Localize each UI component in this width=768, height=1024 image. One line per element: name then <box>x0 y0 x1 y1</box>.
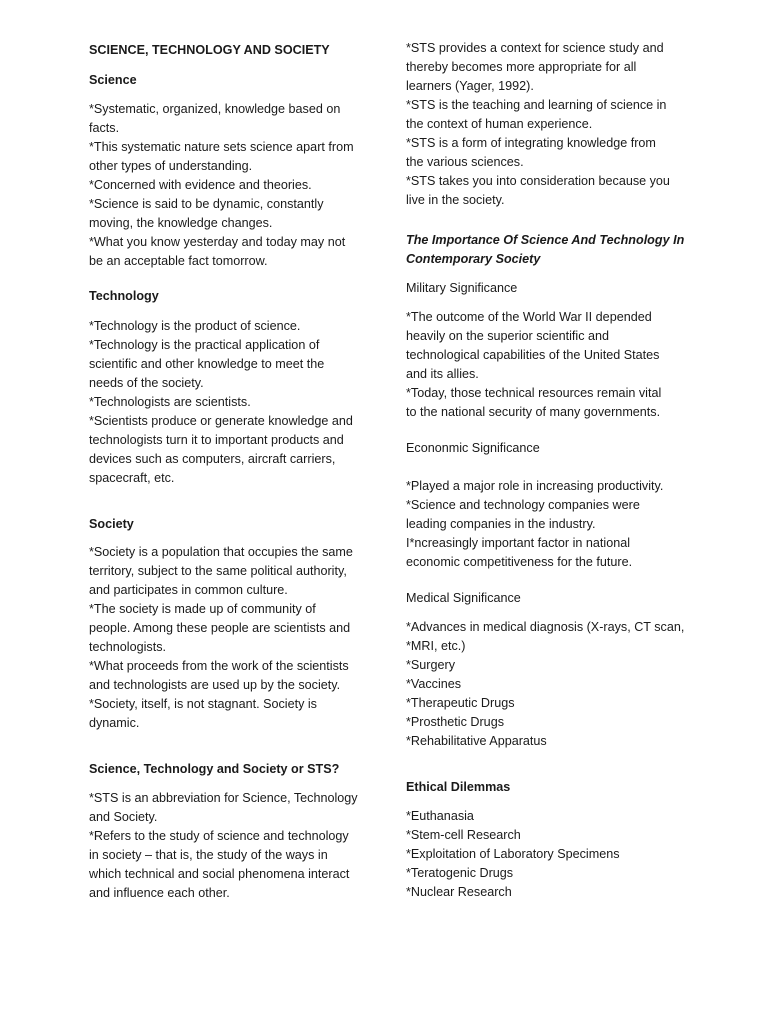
text-line: other types of understanding. <box>89 159 253 173</box>
text-line: thereby becomes more appropriate for all <box>406 60 637 74</box>
text-line: live in the society. <box>406 193 505 207</box>
text-line: *Refers to the study of science and technology <box>89 829 349 843</box>
sts-paragraph <box>89 789 369 903</box>
text-line: *Science is said to be dynamic, constantly <box>89 197 324 211</box>
science-paragraph <box>89 100 369 271</box>
text-line: *The outcome of the World War II depended <box>406 310 652 324</box>
text-line: be an acceptable fact tomorrow. <box>89 254 268 268</box>
society-heading: Society <box>89 517 134 531</box>
text-line: *Society, itself, is not stagnant. Society is <box>89 697 317 711</box>
text-line: moving, the knowledge changes. <box>89 216 273 230</box>
text-line: *Concerned with evidence and theories. <box>89 178 312 192</box>
text-line: to the national security of many governments. <box>406 405 661 419</box>
text-line: technologists. <box>89 640 167 654</box>
society-paragraph <box>89 543 369 733</box>
text-line: which technical and social phenomena interact <box>89 867 350 881</box>
text-line: *Society is a population that occupies the same <box>89 545 353 559</box>
list-item: *Advances in medical diagnosis (X-rays, CT scan, <box>406 620 685 634</box>
text-line: *Science and technology companies were <box>406 498 640 512</box>
document-title: SCIENCE, TECHNOLOGY AND SOCIETY <box>89 43 330 57</box>
text-line: spacecraft, etc. <box>89 471 175 485</box>
list-item: *Teratogenic Drugs <box>406 866 514 880</box>
list-item: *Surgery <box>406 658 455 672</box>
technology-paragraph <box>89 317 369 488</box>
text-line: devices such as computers, aircraft carriers, <box>89 452 336 466</box>
text-line: *Scientists produce or generate knowledge and <box>89 414 353 428</box>
sts-heading: Science, Technology and Society or STS? <box>89 762 340 776</box>
list-item: *Rehabilitative Apparatus <box>406 734 547 748</box>
sts-continued-paragraph <box>406 39 696 210</box>
text-line: and technologists are used up by the society. <box>89 678 341 692</box>
text-line: *What proceeds from the work of the scientists <box>89 659 349 673</box>
technology-heading: Technology <box>89 289 159 303</box>
list-item: *Nuclear Research <box>406 885 512 899</box>
text-line: people. Among these people are scientists and <box>89 621 351 635</box>
text-line: and participates in common culture. <box>89 583 288 597</box>
ethical-heading: Ethical Dilemmas <box>406 780 511 794</box>
text-line: the various sciences. <box>406 155 524 169</box>
text-line: and influence each other. <box>89 886 230 900</box>
text-line: economic competitiveness for the future. <box>406 555 633 569</box>
text-line: *Technologists are scientists. <box>89 395 251 409</box>
list-item: *Euthanasia <box>406 809 474 823</box>
text-line: the context of human experience. <box>406 117 593 131</box>
text-line: territory, subject to the same political authority, <box>89 564 347 578</box>
text-line: *STS is an abbreviation for Science, Technology <box>89 791 358 805</box>
list-item: *Prosthetic Drugs <box>406 715 504 729</box>
importance-heading <box>406 231 696 269</box>
text-line: I*ncreasingly important factor in national <box>406 536 631 550</box>
text-line: technological capabilities of the United States <box>406 348 660 362</box>
heading-line: Contemporary Society <box>406 252 541 266</box>
text-line: *STS takes you into consideration because you <box>406 174 670 188</box>
economic-paragraph <box>406 477 696 572</box>
text-line: *STS provides a context for science study and <box>406 41 664 55</box>
text-line: leading companies in the industry. <box>406 517 596 531</box>
military-heading: Military Significance <box>406 281 518 295</box>
text-line: *Systematic, organized, knowledge based on <box>89 102 341 116</box>
text-line: *STS is the teaching and learning of science in <box>406 98 667 112</box>
list-item: *Stem-cell Research <box>406 828 521 842</box>
text-line: *STS is a form of integrating knowledge from <box>406 136 656 150</box>
text-line: *What you know yesterday and today may not <box>89 235 346 249</box>
text-line: learners (Yager, 1992). <box>406 79 534 93</box>
medical-list <box>406 618 696 751</box>
text-line: *The society is made up of community of <box>89 602 316 616</box>
text-line: *Today, those technical resources remain vital <box>406 386 662 400</box>
text-line: in society – that is, the study of the ways in <box>89 848 328 862</box>
list-item: *Exploitation of Laboratory Specimens <box>406 847 620 861</box>
text-line: technologists turn it to important products and <box>89 433 344 447</box>
military-paragraph <box>406 308 696 422</box>
science-heading: Science <box>89 73 137 87</box>
list-item: *MRI, etc.) <box>406 639 466 653</box>
text-line: *Technology is the product of science. <box>89 319 301 333</box>
medical-heading: Medical Significance <box>406 591 521 605</box>
text-line: heavily on the superior scientific and <box>406 329 610 343</box>
text-line: *Played a major role in increasing productivity. <box>406 479 664 493</box>
text-line: dynamic. <box>89 716 140 730</box>
text-line: needs of the society. <box>89 376 204 390</box>
text-line: facts. <box>89 121 120 135</box>
list-item: *Vaccines <box>406 677 462 691</box>
text-line: and its allies. <box>406 367 479 381</box>
text-line: scientific and other knowledge to meet the <box>89 357 325 371</box>
heading-line: The Importance Of Science And Technology In <box>406 233 685 247</box>
text-line: and Society. <box>89 810 158 824</box>
text-line: *Technology is the practical application of <box>89 338 320 352</box>
text-line: *This systematic nature sets science apart from <box>89 140 354 154</box>
ethical-list <box>406 807 696 902</box>
economic-heading: Econonmic Significance <box>406 441 540 455</box>
list-item: *Therapeutic Drugs <box>406 696 515 710</box>
